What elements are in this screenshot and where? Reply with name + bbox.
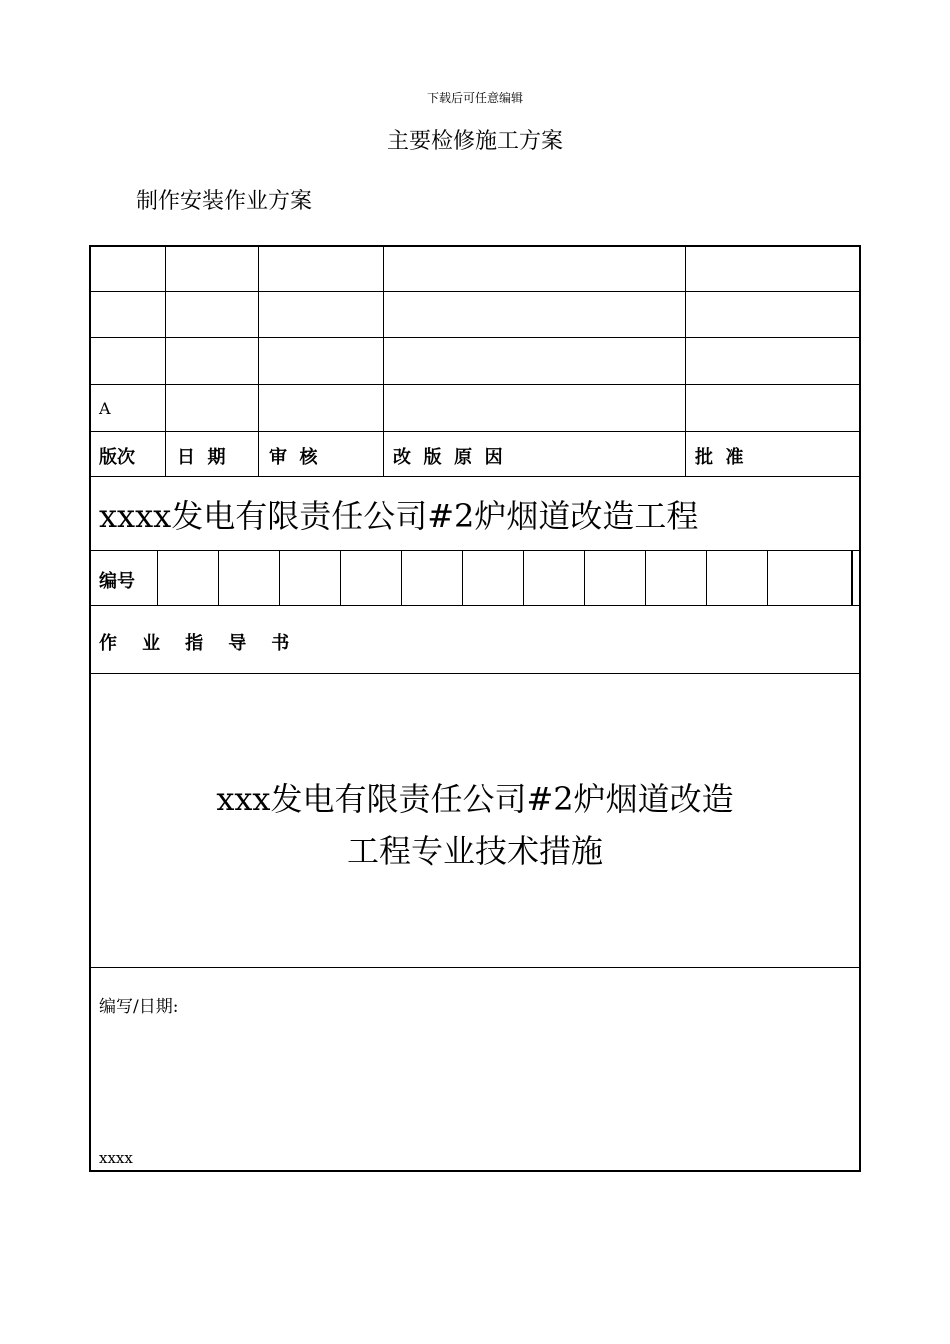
row-divider (91, 431, 859, 432)
row-divider (91, 550, 859, 551)
row-divider (91, 476, 859, 477)
watermark-text: 下载后可任意编辑 (426, 91, 523, 105)
header-reason: 改 版 原 因 (393, 447, 503, 468)
number-cell-divider (523, 550, 524, 605)
column-divider (685, 247, 686, 476)
header-date: 日 期 (177, 447, 226, 468)
column-divider (383, 247, 384, 476)
row-divider (91, 384, 859, 385)
number-cell-divider (645, 550, 646, 605)
document-title: 主要检修施工方案 (386, 129, 563, 154)
row-divider (91, 337, 859, 338)
number-cell-divider (279, 550, 280, 605)
number-cell-divider (401, 550, 402, 605)
document-subtitle: 制作安装作业方案 (136, 189, 313, 214)
column-divider (165, 247, 166, 476)
number-cell-divider (851, 550, 853, 605)
form-frame (89, 245, 861, 1172)
main-title (91, 773, 859, 877)
project-title: xxxx发电有限责任公司#2炉烟道改造工程 (99, 497, 699, 535)
number-cell-divider (584, 550, 585, 605)
number-cell-divider (706, 550, 707, 605)
header-revision: 版次 (99, 447, 135, 468)
row-divider (91, 967, 859, 968)
number-cell-divider (218, 550, 219, 605)
row-divider (91, 605, 859, 606)
number-cell-divider (340, 550, 341, 605)
main-title-line-1: xxx发电有限责任公司#2炉烟道改造 (216, 780, 734, 818)
number-cell-divider (462, 550, 463, 605)
author-date-label: 编写/日期: (99, 997, 179, 1017)
main-title-line-2: 工程专业技术措施 (346, 832, 603, 870)
number-cell-divider (157, 550, 158, 605)
number-cell-divider (767, 550, 768, 605)
header-approve: 批 准 (695, 447, 744, 468)
row-divider (91, 291, 859, 292)
revision-cell: A (99, 399, 111, 418)
company-name: xxxx (99, 1149, 133, 1167)
header-review: 审 核 (269, 447, 318, 468)
work-guide-label: 作 业 指 导 书 (99, 633, 290, 654)
column-divider (258, 247, 259, 476)
number-label: 编号 (99, 571, 135, 592)
row-divider (91, 673, 859, 674)
